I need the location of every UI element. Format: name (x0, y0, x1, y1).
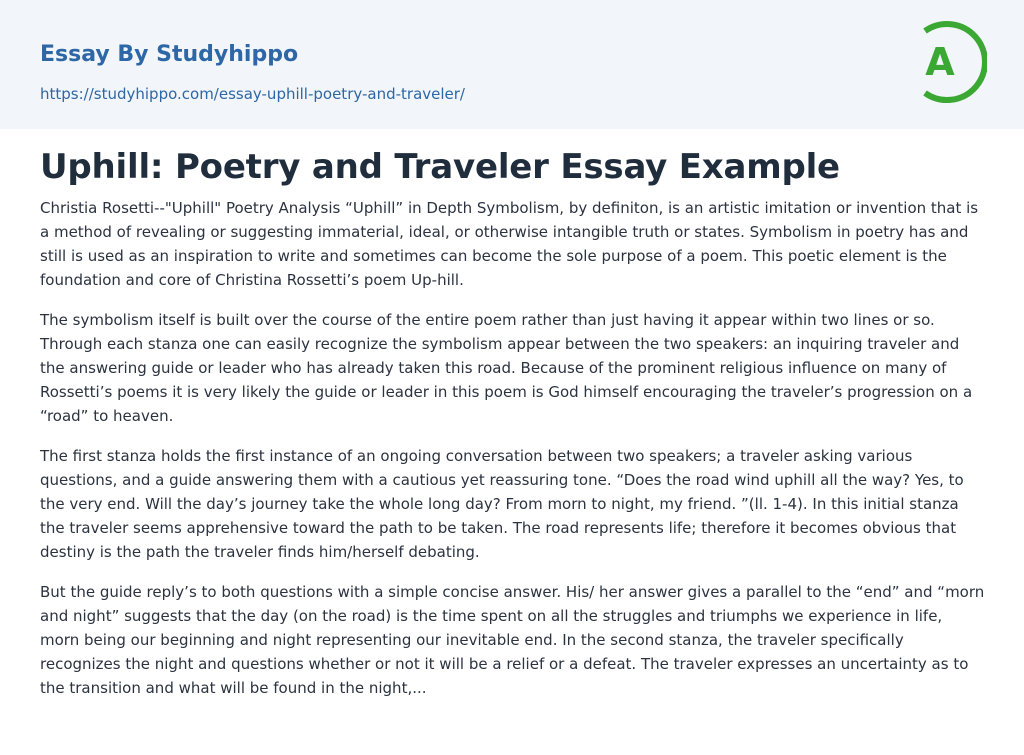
site-header (0, 0, 1024, 129)
page-url-link[interactable]: https://studyhippo.com/essay-uphill-poetry-and-traveler/ (40, 85, 465, 103)
paragraph-1: Christia Rosetti--"Uphill" Poetry Analysis “Uphill” in Depth Symbolism, by definiton, is an artistic imitation or invention that is a method of revealing or suggesting immaterial, ideal, or otherwise intangible truth or states. Symbolism in poetry has and still is used as an inspiration to write and sometimes can become the sole purpose of a poem. This poetic element is the foundation and core of Christina Rossetti’s poem Up-hill. (40, 199, 979, 289)
logo-letter: A (925, 40, 955, 84)
paragraph-3: The first stanza holds the first instance of an ongoing conversation between two speakers; a traveler asking various questions, and a guide answering them with a cautious yet reassuring tone. “Does the road wind uphill all the way? Yes, to the very end. Will the day’s journey take the whole long day? From morn to night, my friend. ”(ll. 1-4). In this initial stanza the traveler seems apprehensive toward the path to be taken. The road represents life; therefore it becomes obvious that destiny is the path the traveler finds him/herself debating. (40, 447, 964, 561)
paragraph-4: But the guide reply’s to both questions with a simple concise answer. His/ her answer gives a parallel to the “end” and “morn and night” suggests that the day (on the road) is the time spent on all the struggles and triumphs we experience in life, morn being our beginning and night representing our inevitable end. In the second stanza, the traveler specifically recognizes the night and questions whether or not it will be a relief or a defeat. The traveler expresses an uncertainty as to the transition and what will be found in the night,... (40, 583, 985, 697)
article (40, 145, 986, 716)
paragraph-2: The symbolism itself is built over the course of the entire poem rather than just having it appear within two lines or so. Through each stanza one can easily recognize the symbolism appear between the two speakers: an inquiring traveler and the answering guide or leader who has already taken this road. Because of the prominent religious influence on many of Rossetti’s poems it is very likely the guide or leader in this poem is God himself encouraging the traveler’s progression on a “road” to heaven. (40, 311, 973, 425)
logo[interactable] (911, 19, 987, 105)
page-title: Uphill: Poetry and Traveler Essay Example (40, 147, 840, 187)
site-brand[interactable]: Essay By Studyhippo (40, 42, 299, 67)
